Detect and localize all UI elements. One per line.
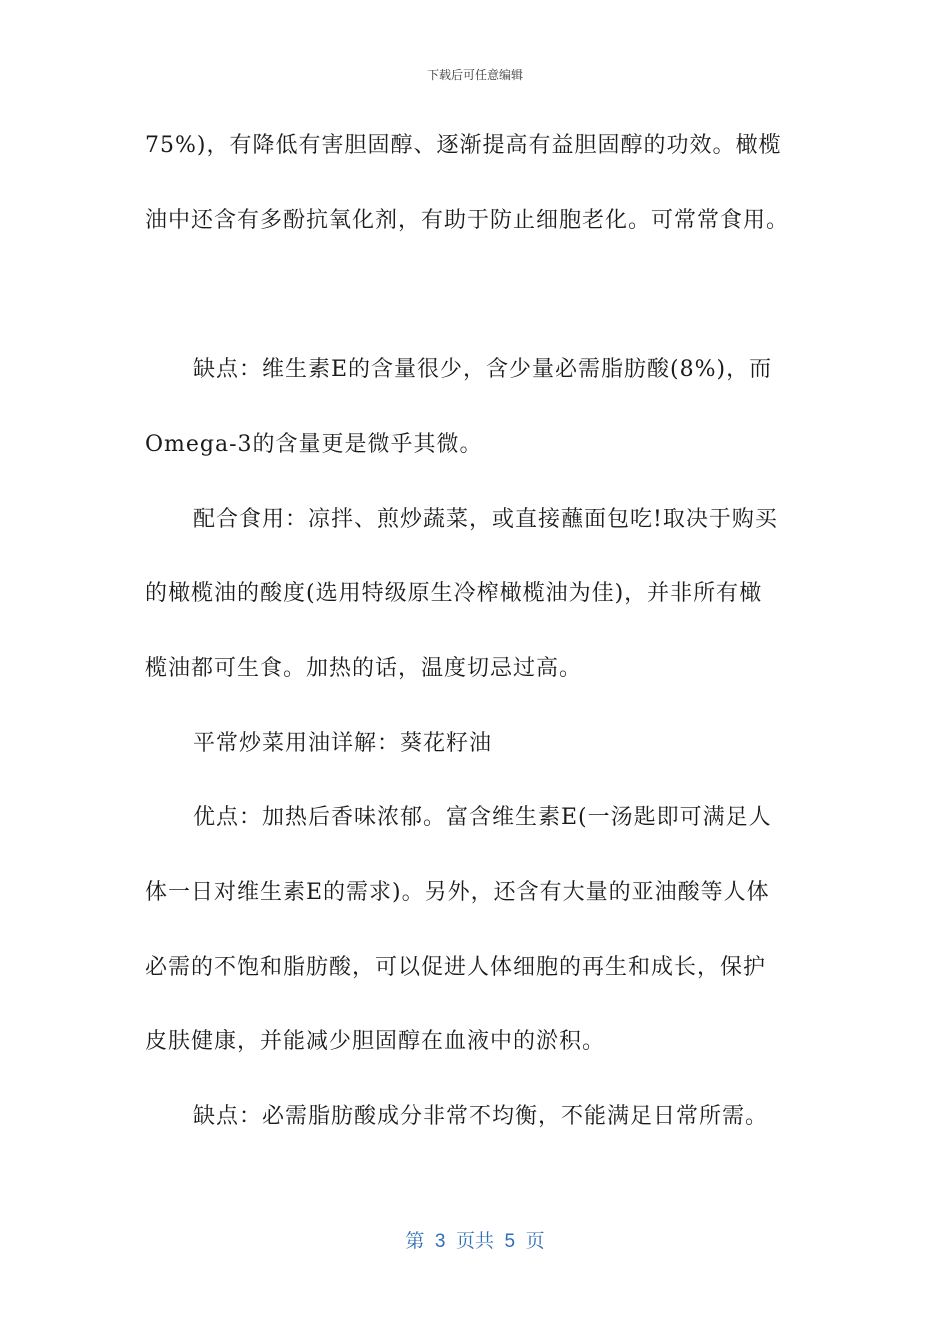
text-line-9: 优点：加热后香味浓郁。富含维生素E(一汤匙即可满足人: [193, 805, 772, 830]
text-line-5: 配合食用：凉拌、煎炒蔬菜，或直接蘸面包吃!取决于购买: [193, 507, 778, 532]
text-line-13: 缺点：必需脂肪酸成分非常不均衡，不能满足日常所需。: [193, 1104, 769, 1129]
page-number-footer: 第 3 页共 5 页: [405, 1231, 545, 1252]
text-line-11: 必需的不饱和脂肪酸，可以促进人体细胞的再生和成长，保护: [145, 955, 767, 980]
text-line-6: 的橄榄油的酸度(选用特级原生冷榨橄榄油为佳)，并非所有橄: [145, 581, 763, 606]
text-line-4: Omega-3的含量更是微乎其微。: [145, 432, 483, 457]
section-heading: 平常炒菜用油详解：葵花籽油: [193, 731, 493, 756]
text-line-12: 皮肤健康，并能减少胆固醇在血液中的淤积。: [145, 1029, 606, 1054]
text-line-1: 75%)，有降低有害胆固醇、逐渐提高有益胆固醇的功效。橄榄: [145, 133, 782, 158]
text-line-10: 体一日对维生素E的需求)。另外，还含有大量的亚油酸等人体: [145, 880, 770, 905]
text-line-7: 榄油都可生食。加热的话，温度切忌过高。: [145, 656, 583, 681]
text-line-2: 油中还含有多酚抗氧化剂，有助于防止细胞老化。可常常食用。: [145, 208, 790, 233]
page-header: 下载后可任意编辑: [426, 68, 523, 82]
text-line-3: 缺点：维生素E的含量很少，含少量必需脂肪酸(8%)，而: [193, 357, 773, 382]
